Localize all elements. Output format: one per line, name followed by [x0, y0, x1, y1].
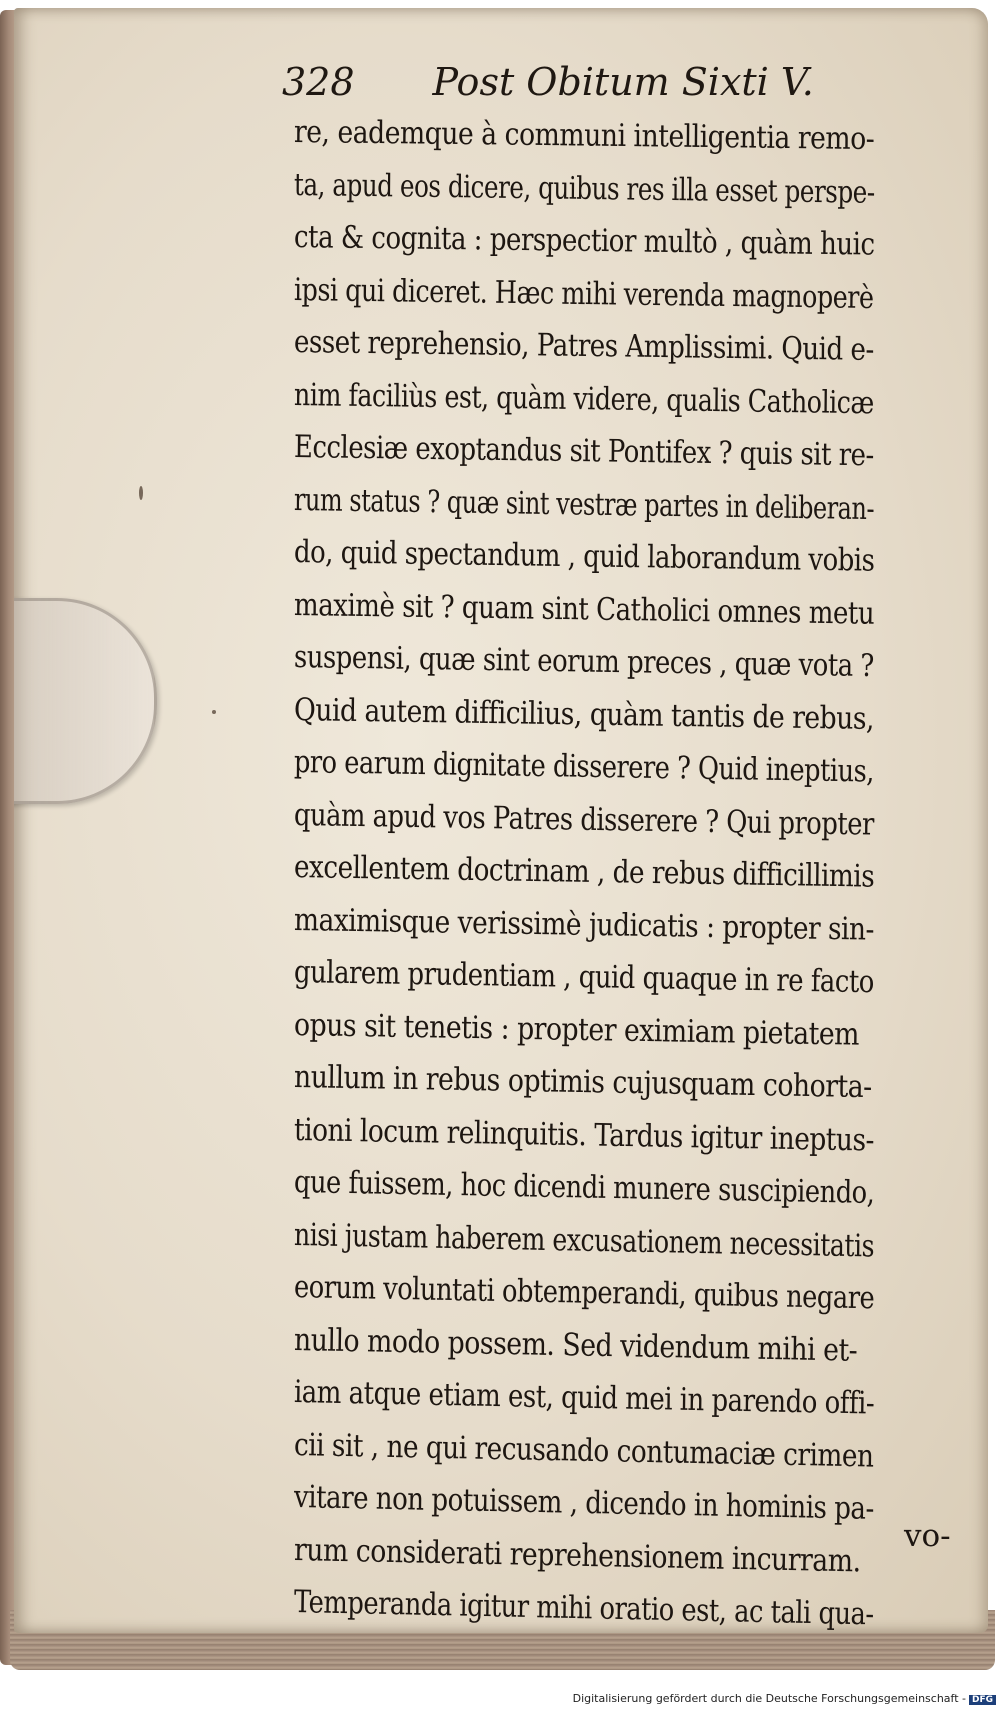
text-line: cta & cognita : perspectior multò , quàm huic — [293, 219, 875, 263]
text-line: ta, apud eos dicere, quibus res illa esset perspe- — [293, 166, 875, 211]
running-title: Post Obitum Sixti V. — [432, 60, 814, 104]
text-line: iam atque etiam est, quid mei in parendo offi- — [293, 1374, 875, 1422]
body-text — [294, 106, 966, 1633]
digitization-credit — [573, 1692, 996, 1705]
text-line: re, eademque à communi intelligentia remo- — [293, 114, 875, 158]
text-line: nisi justam haberem excusationem necessitatis — [293, 1216, 875, 1264]
text-line: rum considerati reprehensionem incurram. — [293, 1531, 861, 1579]
text-line: nullum in rebus optimis cujusquam cohorta- — [293, 1059, 872, 1106]
text-line: Ecclesiæ exoptandus sit Pontifex ? quis sit re- — [293, 429, 874, 474]
text-line: cii sit , ne qui recusando contumaciæ crimen — [293, 1426, 874, 1475]
running-header — [282, 60, 814, 104]
text-line: ipsi qui diceret. Hæc mihi verenda magnoperè — [293, 271, 874, 316]
text-line: maximisque verissimè judicatis : propter sin- — [293, 901, 875, 948]
text-line: gularem prudentiam , quid quaque in re facto — [293, 954, 875, 1001]
ink-spot — [212, 710, 216, 714]
text-line: suspensi, quæ sint eorum preces , quæ vota ? — [293, 639, 874, 685]
text-line: Temperanda igitur mihi oratio est, ac tali qua- — [293, 1584, 874, 1633]
text-line: do, quid spectandum , quid laborandum vobis — [293, 534, 875, 579]
text-line: esset reprehensio, Patres Amplissimi. Quid e- — [293, 324, 874, 368]
text-line: que fuissem, hoc dicendi munere suscipiendo, — [293, 1164, 875, 1211]
text-line: maximè sit ? quam sint Catholici omnes metu — [293, 586, 875, 632]
text-line: rum status ? quæ sint vestræ partes in deliberan- — [293, 481, 875, 527]
credit-text: Digitalisierung gefördert durch die Deutsche Forschungsgemeinschaft - — [572, 1692, 966, 1705]
catchword: vo- — [904, 1518, 951, 1554]
ink-spot — [139, 486, 143, 500]
text-line: vitare non potuissem , dicendo in hominis pa- — [293, 1479, 875, 1527]
text-line: nullo modo possem. Sed videndum mihi et- — [293, 1321, 858, 1369]
text-line: nim faciliùs est, quàm videre, qualis Catholicæ — [293, 376, 874, 421]
text-line: tioni locum relinquitis. Tardus igitur ineptus- — [293, 1111, 875, 1159]
page-clip — [14, 598, 157, 804]
text-line: pro earum dignitate disserere ? Quid ineptius, — [293, 744, 875, 790]
text-line: Quid autem difficilius, quàm tantis de rebus, — [293, 691, 875, 737]
text-line: excellentem doctrinam , de rebus difficillimis — [293, 849, 875, 895]
page-number: 328 — [282, 60, 355, 104]
text-line: opus sit tenetis : propter eximiam pietatem — [293, 1006, 860, 1053]
book-page — [14, 8, 988, 1633]
text-line: quàm apud vos Patres disserere ? Qui propter — [293, 796, 875, 843]
text-line: eorum voluntati obtemperandi, quibus negare — [293, 1269, 875, 1317]
dfg-logo: DFG — [969, 1695, 996, 1705]
